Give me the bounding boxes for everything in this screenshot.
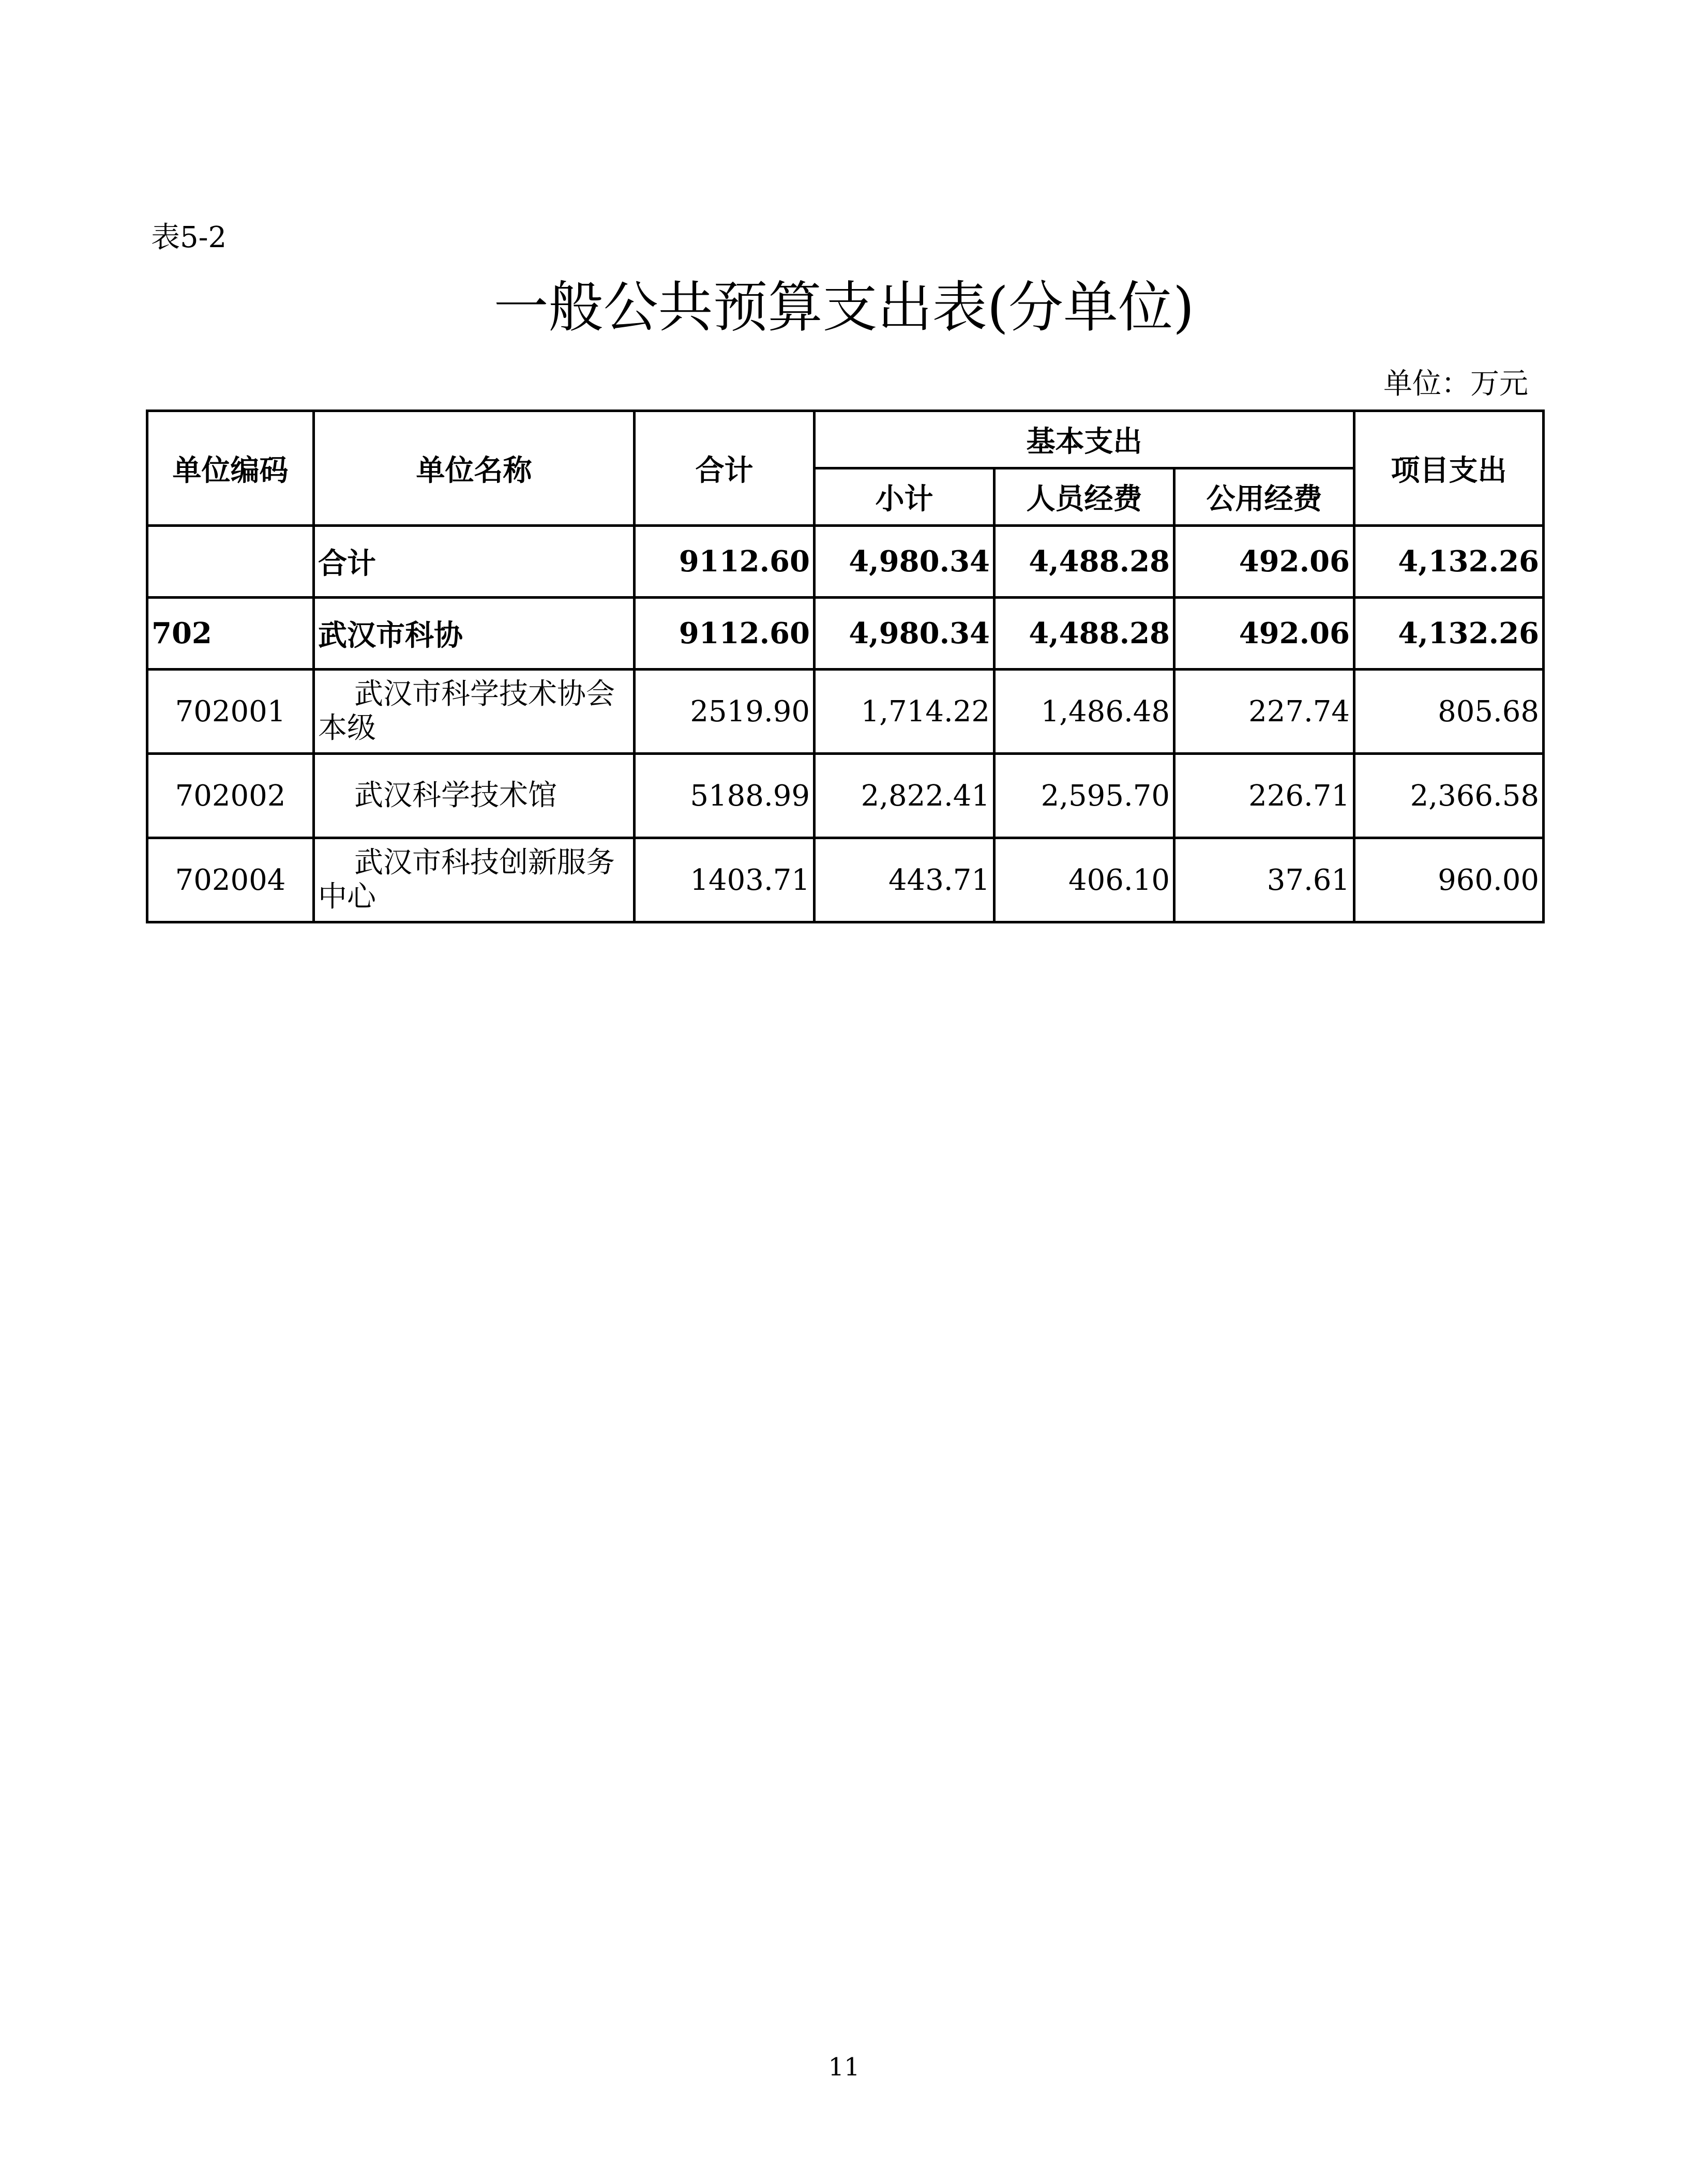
cell-project: 4,132.26 — [1354, 598, 1544, 670]
cell-code: 702 — [147, 598, 314, 670]
cell-personnel: 4,488.28 — [994, 526, 1174, 598]
cell-public: 227.74 — [1174, 670, 1354, 754]
cell-code: 702001 — [147, 670, 314, 754]
cell-personnel: 4,488.28 — [994, 598, 1174, 670]
cell-code — [147, 526, 314, 598]
cell-project: 2,366.58 — [1354, 754, 1544, 838]
cell-public: 37.61 — [1174, 838, 1354, 922]
cell-public: 492.06 — [1174, 526, 1354, 598]
unit-note: 单位：万元 — [1383, 367, 1528, 401]
cell-name: 武汉科学技术馆 — [314, 754, 635, 838]
cell-personnel: 2,595.70 — [994, 754, 1174, 838]
cell-subtotal: 2,822.41 — [815, 754, 994, 838]
cell-subtotal: 4,980.34 — [815, 598, 994, 670]
cell-total: 1403.71 — [635, 838, 815, 922]
table-row — [147, 670, 1544, 754]
cell-subtotal: 443.71 — [815, 838, 994, 922]
header-personnel-cost: 人员经费 — [994, 468, 1174, 526]
table-row — [147, 838, 1544, 922]
page-number: 11 — [828, 2053, 860, 2082]
cell-name: 武汉市科协 — [314, 598, 635, 670]
cell-code: 702004 — [147, 838, 314, 922]
cell-code: 702002 — [147, 754, 314, 838]
table-row — [147, 754, 1544, 838]
cell-total: 9112.60 — [635, 526, 815, 598]
header-subtotal: 小计 — [815, 468, 994, 526]
cell-name: 武汉市科技创新服务中心 — [314, 838, 635, 922]
cell-name: 合计 — [314, 526, 635, 598]
cell-name: 武汉市科学技术协会本级 — [314, 670, 635, 754]
table-row-total — [147, 526, 1544, 598]
header-project-expenditure: 项目支出 — [1354, 411, 1544, 526]
cell-total: 9112.60 — [635, 598, 815, 670]
cell-personnel: 406.10 — [994, 838, 1174, 922]
cell-project: 805.68 — [1354, 670, 1544, 754]
cell-project: 960.00 — [1354, 838, 1544, 922]
header-total: 合计 — [635, 411, 815, 526]
cell-personnel: 1,486.48 — [994, 670, 1174, 754]
cell-project: 4,132.26 — [1354, 526, 1544, 598]
header-basic-expenditure: 基本支出 — [815, 411, 1354, 468]
table-number: 表5-2 — [151, 221, 227, 254]
cell-total: 2519.90 — [635, 670, 815, 754]
budget-expenditure-table — [146, 410, 1545, 923]
header-unit-code: 单位编码 — [147, 411, 314, 526]
table-row — [147, 598, 1544, 670]
cell-subtotal: 4,980.34 — [815, 526, 994, 598]
header-unit-name: 单位名称 — [314, 411, 635, 526]
header-public-cost: 公用经费 — [1174, 468, 1354, 526]
cell-total: 5188.99 — [635, 754, 815, 838]
cell-subtotal: 1,714.22 — [815, 670, 994, 754]
cell-public: 492.06 — [1174, 598, 1354, 670]
document-title: 一般公共预算支出表(分单位) — [493, 276, 1195, 339]
cell-public: 226.71 — [1174, 754, 1354, 838]
